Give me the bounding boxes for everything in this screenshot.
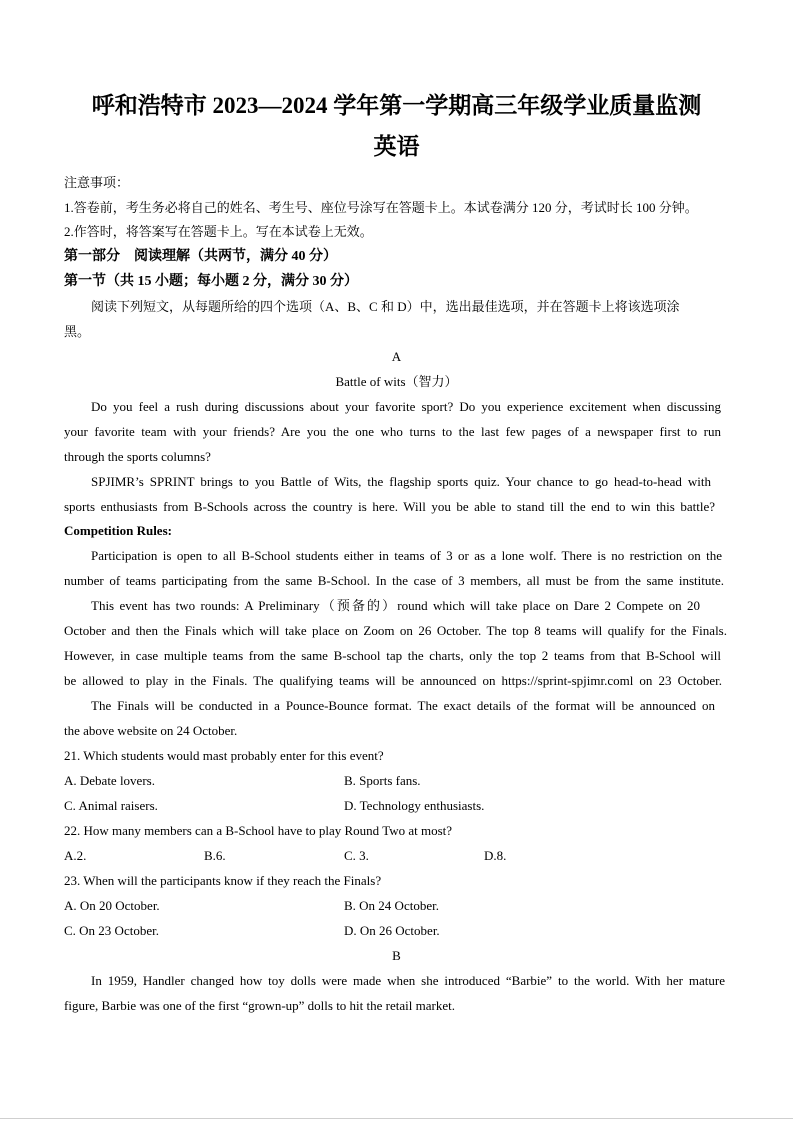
paragraph-line: In 1959, Handler changed how toy dolls were made when she introduced “Barbie” to the world. With her mature (91, 973, 725, 988)
question-22-option-d: D.8. (484, 848, 507, 863)
question-23-option-d: D. On 26 October. (344, 923, 440, 938)
question-21-option-c: C. Animal raisers. (64, 798, 158, 813)
paragraph-line: Do you feel a rush during discussions about your favorite sport? Do you experience excitement when discussing (91, 399, 721, 414)
passage-a-title: Battle of wits（智力） (335, 374, 458, 389)
question-22-option-b: B.6. (204, 848, 226, 863)
paragraph-line: number of teams participating from the same B-School. In the case of 3 members, all must be from the same institute. (64, 573, 724, 588)
question-21-option-a: A. Debate lovers. (64, 773, 155, 788)
notice-item-2: 2.作答时，将答案写在答题卡上。写在本试卷上无效。 (64, 224, 373, 239)
instruction-line-1: 阅读下列短文，从每题所给的四个选项（A、B、C 和 D）中，选出最佳选项，并在答题卡上将该选项涂 (91, 299, 680, 314)
paragraph-line: SPJIMR’s SPRINT brings to you Battle of Wits, the flagship sports quiz. Your chance to go head-to-head with (91, 474, 711, 489)
passage-b-label: B (392, 948, 401, 963)
paragraph-line: October and then the Finals which will take place on Zoom on 26 October. The top 8 teams will qualify for the Finals. (64, 623, 727, 638)
exam-title: 呼和浩特市 2023—2024 学年第一学期高三年级学业质量监测 (91, 93, 702, 118)
rules-heading: Competition Rules: (64, 523, 172, 538)
paragraph-line: Participation is open to all B-School students either in teams of 3 or as a lone wolf. There is no restriction on the (91, 548, 722, 563)
question-21-option-b: B. Sports fans. (344, 773, 421, 788)
question-22-stem: 22. How many members can a B-School have to play Round Two at most? (64, 823, 453, 838)
paragraph-line: be allowed to play in the Finals. The qualifying teams will be announced on https://sprint-spjimr.coml on 23 October. (64, 673, 722, 688)
paragraph-line: the above website on 24 October. (64, 723, 238, 738)
paragraph-line: figure, Barbie was one of the first “grown-up” dolls to hit the retail market. (64, 998, 455, 1013)
footer-divider (0, 1118, 793, 1119)
exam-subject: 英语 (373, 134, 420, 159)
section-heading: 第一节（共 15 小题；每小题 2 分，满分 30 分） (64, 274, 358, 289)
question-21-stem: 21. Which students would mast probably enter for this event? (64, 748, 384, 763)
question-23-option-c: C. On 23 October. (64, 923, 159, 938)
question-23-option-a: A. On 20 October. (64, 898, 160, 913)
paragraph-line: sports enthusiasts from B-Schools across the country is here. Will you be able to stand till the end to win this battle? (64, 499, 715, 514)
paragraph-line: This event has two rounds: A Preliminary（预备的）round which will take place on Dare 2 Compete on 20 (91, 598, 700, 613)
question-22-option-a: A.2. (64, 848, 87, 863)
paragraph-line: However, in case multiple teams from the same B-school tap the charts, only the top 2 teams from that B-School will (64, 648, 721, 663)
paragraph-line: your favorite team with your friends? Are you the one who turns to the last few pages of a newspaper first to run (64, 424, 721, 439)
question-22-option-c: C. 3. (344, 848, 369, 863)
notice-header: 注意事项： (64, 175, 130, 190)
notice-item-1: 1.答卷前，考生务必将自己的姓名、考生号、座位号涂写在答题卡上。本试卷满分 120 分，考试时长 100 分钟。 (64, 200, 698, 215)
question-23-stem: 23. When will the participants know if they reach the Finals? (64, 873, 382, 888)
instruction-line-2: 黑。 (64, 324, 91, 339)
paragraph-line: The Finals will be conducted in a Pounce-Bounce format. The exact details of the format will be announced on (91, 698, 715, 713)
passage-a-label: A (391, 349, 402, 364)
part-heading: 第一部分 阅读理解（共两节，满分 40 分） (64, 249, 337, 264)
question-23-option-b: B. On 24 October. (344, 898, 439, 913)
paragraph-line: through the sports columns? (64, 449, 211, 464)
question-21-option-d: D. Technology enthusiasts. (344, 798, 485, 813)
